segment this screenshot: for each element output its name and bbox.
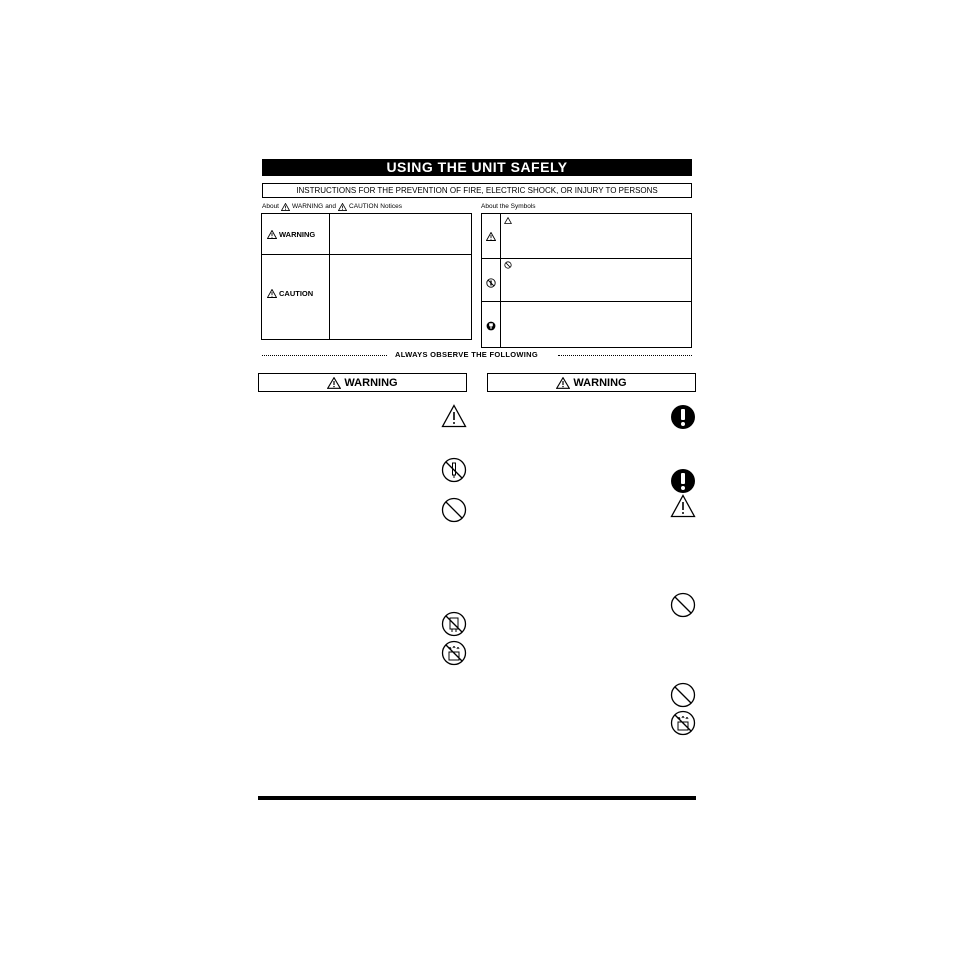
notices-column-divider [329, 214, 330, 339]
bottom-rule [258, 796, 696, 800]
warning-triangle-icon [281, 203, 290, 211]
warning-notice-text: WARNING [279, 230, 316, 239]
warning-notice-label [267, 230, 315, 239]
caution-triangle-icon [338, 203, 347, 211]
symbols-row-divider-1 [482, 258, 691, 259]
always-observe-heading: ALWAYS OBSERVE THE FOLLOWING [395, 350, 538, 359]
caution-triangle-icon [670, 494, 696, 518]
caution-triangle-icon [267, 289, 277, 298]
symbols-header: About the Symbols [481, 203, 536, 210]
inline-triangle-icon [504, 217, 512, 224]
mandatory-action-icon [670, 404, 696, 430]
caution-triangle-icon [441, 404, 467, 428]
notices-header-suffix: Notices [380, 203, 402, 210]
alert-triangle-icon [486, 232, 496, 241]
warning-triangle-icon [556, 377, 570, 389]
left-warning-heading [258, 373, 467, 392]
notices-header-and: and [325, 203, 337, 210]
page-title: USING THE UNIT SAFELY [262, 159, 692, 176]
symbols-table [481, 213, 692, 348]
notices-header-caution: CAUTION [349, 203, 379, 210]
warning-triangle-icon [267, 230, 277, 239]
do-not-get-wet-icon [670, 710, 696, 736]
instructions-banner: INSTRUCTIONS FOR THE PREVENTION OF FIRE, ELECTRIC SHOCK, OR INJURY TO PERSONS [262, 183, 692, 198]
do-not-handle-icon [441, 611, 467, 637]
disassembly-prohibited-icon [486, 278, 496, 288]
symbols-row-divider-2 [482, 301, 691, 302]
caution-notice-label [267, 289, 313, 298]
symbols-column-divider [500, 214, 501, 347]
do-not-get-wet-icon [441, 640, 467, 666]
notices-header-warning: WARNING [292, 203, 324, 210]
unplug-icon [486, 321, 496, 331]
do-not-disassemble-icon [441, 457, 467, 483]
dotted-rule-right [558, 355, 692, 356]
left-warning-text: WARNING [344, 376, 398, 389]
prohibited-icon [441, 497, 467, 523]
mandatory-action-icon [670, 468, 696, 494]
caution-notice-text: CAUTION [279, 289, 314, 298]
inline-prohibited-icon [504, 261, 512, 269]
right-warning-heading [487, 373, 696, 392]
notices-header-prefix: About [262, 203, 279, 210]
notices-table [261, 213, 472, 340]
notices-header [262, 203, 402, 211]
notices-row-divider [262, 254, 471, 255]
dotted-rule-left [262, 355, 387, 356]
prohibited-icon [670, 682, 696, 708]
prohibited-icon [670, 592, 696, 618]
warning-triangle-icon [327, 377, 341, 389]
right-warning-text: WARNING [573, 376, 627, 389]
